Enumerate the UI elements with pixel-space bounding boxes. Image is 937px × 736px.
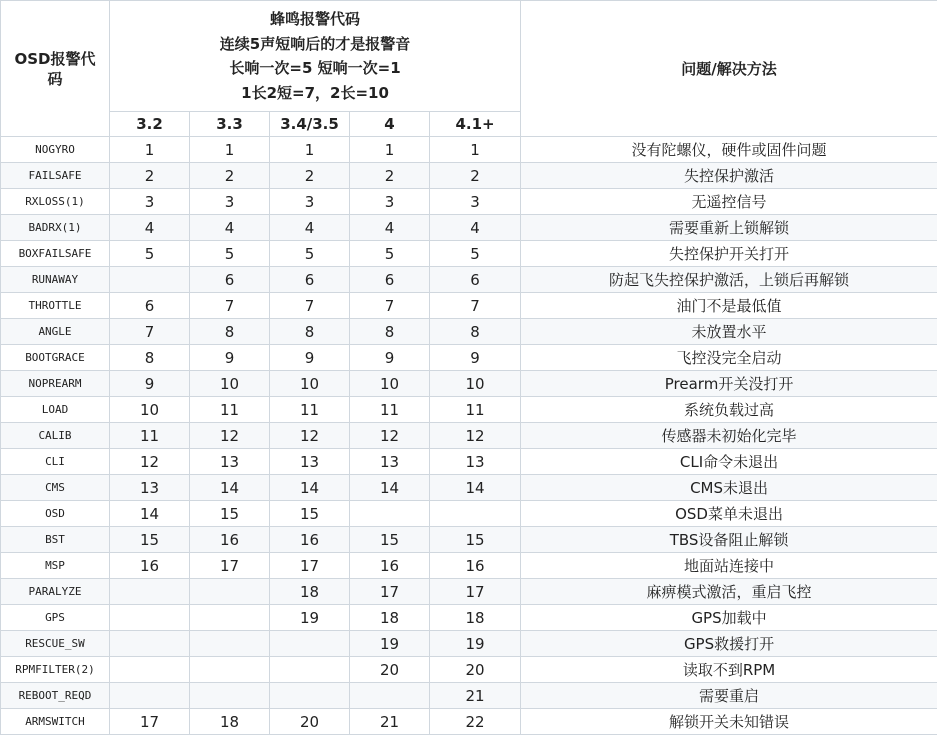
beep-code-cell: 17 — [110, 709, 190, 735]
beep-code-cell: 17 — [270, 553, 350, 579]
beep-code-cell — [190, 579, 270, 605]
header-row-main — [1, 1, 937, 112]
table-row — [1, 579, 937, 605]
beep-code-cell: 21 — [430, 683, 521, 709]
beep-code-cell: 18 — [350, 605, 430, 631]
osd-code-cell: NOPREARM — [1, 371, 110, 397]
beep-header-line: 蜂鸣报警代码 — [270, 10, 361, 28]
solution-cell: 需要重新上锁解锁 — [521, 215, 937, 241]
table-row — [1, 137, 937, 163]
beep-code-cell: 21 — [350, 709, 430, 735]
beep-code-cell: 5 — [350, 241, 430, 267]
table-row — [1, 215, 937, 241]
table-row — [1, 631, 937, 657]
beep-code-cell: 15 — [190, 501, 270, 527]
beep-code-cell: 17 — [350, 579, 430, 605]
table-row — [1, 501, 937, 527]
beep-code-cell — [110, 267, 190, 293]
beep-code-cell: 14 — [190, 475, 270, 501]
beep-code-cell: 7 — [190, 293, 270, 319]
table-row — [1, 709, 937, 735]
beep-code-cell: 18 — [430, 605, 521, 631]
beep-code-cell: 13 — [190, 449, 270, 475]
beep-code-cell: 17 — [190, 553, 270, 579]
osd-code-cell: LOAD — [1, 397, 110, 423]
beep-code-cell: 7 — [430, 293, 521, 319]
beep-code-cell: 13 — [110, 475, 190, 501]
beep-code-cell: 3 — [110, 189, 190, 215]
table-row — [1, 553, 937, 579]
beep-code-cell: 5 — [110, 241, 190, 267]
table-row — [1, 241, 937, 267]
beep-code-cell — [270, 631, 350, 657]
beep-code-cell: 9 — [110, 371, 190, 397]
solution-cell: 失控保护开关打开 — [521, 241, 937, 267]
beep-code-cell — [110, 683, 190, 709]
beep-code-cell: 2 — [430, 163, 521, 189]
beep-code-cell: 11 — [270, 397, 350, 423]
beep-code-cell: 14 — [430, 475, 521, 501]
solution-cell: 解锁开关未知错误 — [521, 709, 937, 735]
beep-code-cell: 11 — [190, 397, 270, 423]
beep-header-line: 长响一次=5 短响一次=1 — [229, 59, 401, 77]
osd-code-cell: ARMSWITCH — [1, 709, 110, 735]
beep-code-cell: 12 — [350, 423, 430, 449]
osd-code-cell: FAILSAFE — [1, 163, 110, 189]
beep-code-cell: 1 — [190, 137, 270, 163]
beep-code-cell: 5 — [190, 241, 270, 267]
beep-code-cell: 15 — [110, 527, 190, 553]
beep-code-cell: 9 — [270, 345, 350, 371]
beep-code-cell — [110, 631, 190, 657]
beep-code-cell: 2 — [190, 163, 270, 189]
beep-header-line: 1长2短=7，2长=10 — [241, 83, 389, 102]
version-header-4-1: 4.1+ — [430, 112, 521, 137]
beep-code-cell: 19 — [430, 631, 521, 657]
beep-code-cell: 14 — [110, 501, 190, 527]
beep-code-cell — [110, 579, 190, 605]
table-row — [1, 293, 937, 319]
beep-code-cell: 4 — [110, 215, 190, 241]
beep-code-cell: 12 — [270, 423, 350, 449]
beep-code-cell: 3 — [430, 189, 521, 215]
beep-code-cell: 3 — [270, 189, 350, 215]
beep-code-cell — [430, 501, 521, 527]
beep-code-cell: 2 — [270, 163, 350, 189]
beep-code-cell: 22 — [430, 709, 521, 735]
beep-code-cell: 8 — [270, 319, 350, 345]
beep-code-cell: 6 — [270, 267, 350, 293]
table-row — [1, 605, 937, 631]
beep-code-cell: 19 — [270, 605, 350, 631]
solution-header: 问题/解决方法 — [521, 1, 937, 137]
beep-code-cell: 6 — [350, 267, 430, 293]
beep-code-cell — [190, 605, 270, 631]
beep-code-cell — [190, 631, 270, 657]
beep-code-cell: 16 — [190, 527, 270, 553]
solution-cell: 失控保护激活 — [521, 163, 937, 189]
beep-code-cell: 10 — [270, 371, 350, 397]
beep-code-cell: 16 — [430, 553, 521, 579]
table-row — [1, 163, 937, 189]
beep-code-cell — [270, 657, 350, 683]
beep-code-cell: 8 — [350, 319, 430, 345]
beep-code-cell — [190, 657, 270, 683]
beep-code-cell: 3 — [350, 189, 430, 215]
beep-code-cell: 15 — [350, 527, 430, 553]
beep-code-cell: 11 — [430, 397, 521, 423]
beep-code-cell: 12 — [430, 423, 521, 449]
solution-cell: 麻痹模式激活，重启飞控 — [521, 579, 937, 605]
osd-code-cell: BOXFAILSAFE — [1, 241, 110, 267]
beep-code-cell: 12 — [190, 423, 270, 449]
beep-code-cell: 10 — [190, 371, 270, 397]
osd-code-cell: RUNAWAY — [1, 267, 110, 293]
beep-code-cell: 9 — [350, 345, 430, 371]
osd-code-cell: RXLOSS(1) — [1, 189, 110, 215]
table-row — [1, 267, 937, 293]
beep-code-cell: 10 — [430, 371, 521, 397]
beep-code-cell: 6 — [110, 293, 190, 319]
solution-cell: 没有陀螺仪，硬件或固件问题 — [521, 137, 937, 163]
solution-cell: 飞控没完全启动 — [521, 345, 937, 371]
beep-code-cell: 4 — [270, 215, 350, 241]
osd-code-cell: BOOTGRACE — [1, 345, 110, 371]
beep-code-cell: 20 — [350, 657, 430, 683]
osd-code-cell: REBOOT_REQD — [1, 683, 110, 709]
osd-code-cell: MSP — [1, 553, 110, 579]
beep-code-cell: 5 — [430, 241, 521, 267]
beep-code-cell: 4 — [430, 215, 521, 241]
version-header-3-2: 3.2 — [110, 112, 190, 137]
beep-code-cell: 16 — [350, 553, 430, 579]
solution-cell: 系统负载过高 — [521, 397, 937, 423]
beep-code-cell: 20 — [270, 709, 350, 735]
osd-code-cell: CALIB — [1, 423, 110, 449]
beep-code-cell: 8 — [430, 319, 521, 345]
beep-code-cell: 10 — [110, 397, 190, 423]
beep-code-cell: 18 — [190, 709, 270, 735]
version-header-3-3: 3.3 — [190, 112, 270, 137]
beep-code-cell: 7 — [270, 293, 350, 319]
beep-code-cell: 1 — [270, 137, 350, 163]
beep-code-cell: 14 — [270, 475, 350, 501]
beep-code-cell: 13 — [430, 449, 521, 475]
osd-code-header: OSD报警代码 — [1, 1, 110, 137]
beep-code-cell: 2 — [350, 163, 430, 189]
version-header-3-4: 3.4/3.5 — [270, 112, 350, 137]
beep-code-cell: 16 — [270, 527, 350, 553]
beep-code-cell: 13 — [350, 449, 430, 475]
table-row — [1, 189, 937, 215]
table-row — [1, 683, 937, 709]
beep-code-cell: 7 — [110, 319, 190, 345]
beep-code-cell — [110, 657, 190, 683]
table-body — [1, 137, 937, 735]
solution-cell: OSD菜单未退出 — [521, 501, 937, 527]
beep-code-cell — [190, 683, 270, 709]
beep-code-cell: 17 — [430, 579, 521, 605]
beep-code-cell: 20 — [430, 657, 521, 683]
beep-code-cell: 2 — [110, 163, 190, 189]
beep-code-cell: 4 — [350, 215, 430, 241]
beep-code-cell: 11 — [110, 423, 190, 449]
beep-code-cell — [350, 683, 430, 709]
solution-cell: GPS救援打开 — [521, 631, 937, 657]
solution-cell: CMS未退出 — [521, 475, 937, 501]
solution-cell: GPS加载中 — [521, 605, 937, 631]
beep-code-cell: 18 — [270, 579, 350, 605]
beep-code-cell — [270, 683, 350, 709]
beep-code-cell: 11 — [350, 397, 430, 423]
osd-code-cell: PARALYZE — [1, 579, 110, 605]
solution-cell: 防起飞失控保护激活，上锁后再解锁 — [521, 267, 937, 293]
solution-cell: 读取不到RPM — [521, 657, 937, 683]
osd-code-cell: GPS — [1, 605, 110, 631]
beep-code-cell: 3 — [190, 189, 270, 215]
beep-code-cell: 4 — [190, 215, 270, 241]
beep-code-cell: 16 — [110, 553, 190, 579]
osd-code-cell: NOGYRO — [1, 137, 110, 163]
osd-code-cell: CLI — [1, 449, 110, 475]
beep-code-cell: 8 — [110, 345, 190, 371]
table-row — [1, 397, 937, 423]
table-row — [1, 423, 937, 449]
beep-code-cell: 7 — [350, 293, 430, 319]
table-row — [1, 345, 937, 371]
table-row — [1, 475, 937, 501]
beep-code-cell: 8 — [190, 319, 270, 345]
table-row — [1, 449, 937, 475]
beep-code-cell — [350, 501, 430, 527]
table-row — [1, 657, 937, 683]
beep-code-cell: 5 — [270, 241, 350, 267]
beep-code-cell: 1 — [110, 137, 190, 163]
table-row — [1, 527, 937, 553]
beep-code-cell: 15 — [430, 527, 521, 553]
beep-code-cell: 1 — [430, 137, 521, 163]
beep-code-cell: 13 — [270, 449, 350, 475]
beep-code-cell: 19 — [350, 631, 430, 657]
version-header-4: 4 — [350, 112, 430, 137]
solution-cell: 未放置水平 — [521, 319, 937, 345]
beep-code-cell: 9 — [190, 345, 270, 371]
beep-code-cell: 15 — [270, 501, 350, 527]
beep-header-line: 连续5声短响后的才是报警音 — [219, 34, 411, 53]
beep-code-cell: 1 — [350, 137, 430, 163]
osd-code-cell: OSD — [1, 501, 110, 527]
solution-cell: 无遥控信号 — [521, 189, 937, 215]
osd-code-cell: BST — [1, 527, 110, 553]
table-row — [1, 319, 937, 345]
beep-code-cell: 10 — [350, 371, 430, 397]
beep-code-cell: 6 — [430, 267, 521, 293]
beep-code-header — [110, 1, 521, 112]
solution-cell: 油门不是最低值 — [521, 293, 937, 319]
beep-code-cell: 12 — [110, 449, 190, 475]
solution-cell: 地面站连接中 — [521, 553, 937, 579]
osd-code-cell: ANGLE — [1, 319, 110, 345]
solution-cell: 传感器未初始化完毕 — [521, 423, 937, 449]
osd-code-cell: THROTTLE — [1, 293, 110, 319]
beep-code-cell: 14 — [350, 475, 430, 501]
osd-code-cell: RPMFILTER(2) — [1, 657, 110, 683]
osd-code-cell: CMS — [1, 475, 110, 501]
osd-code-cell: RESCUE_SW — [1, 631, 110, 657]
solution-cell: CLI命令未退出 — [521, 449, 937, 475]
beep-code-cell — [110, 605, 190, 631]
beep-code-cell: 6 — [190, 267, 270, 293]
solution-cell: TBS设备阻止解锁 — [521, 527, 937, 553]
solution-cell: Prearm开关没打开 — [521, 371, 937, 397]
beep-code-cell: 9 — [430, 345, 521, 371]
table-row — [1, 371, 937, 397]
solution-cell: 需要重启 — [521, 683, 937, 709]
osd-code-cell: BADRX(1) — [1, 215, 110, 241]
